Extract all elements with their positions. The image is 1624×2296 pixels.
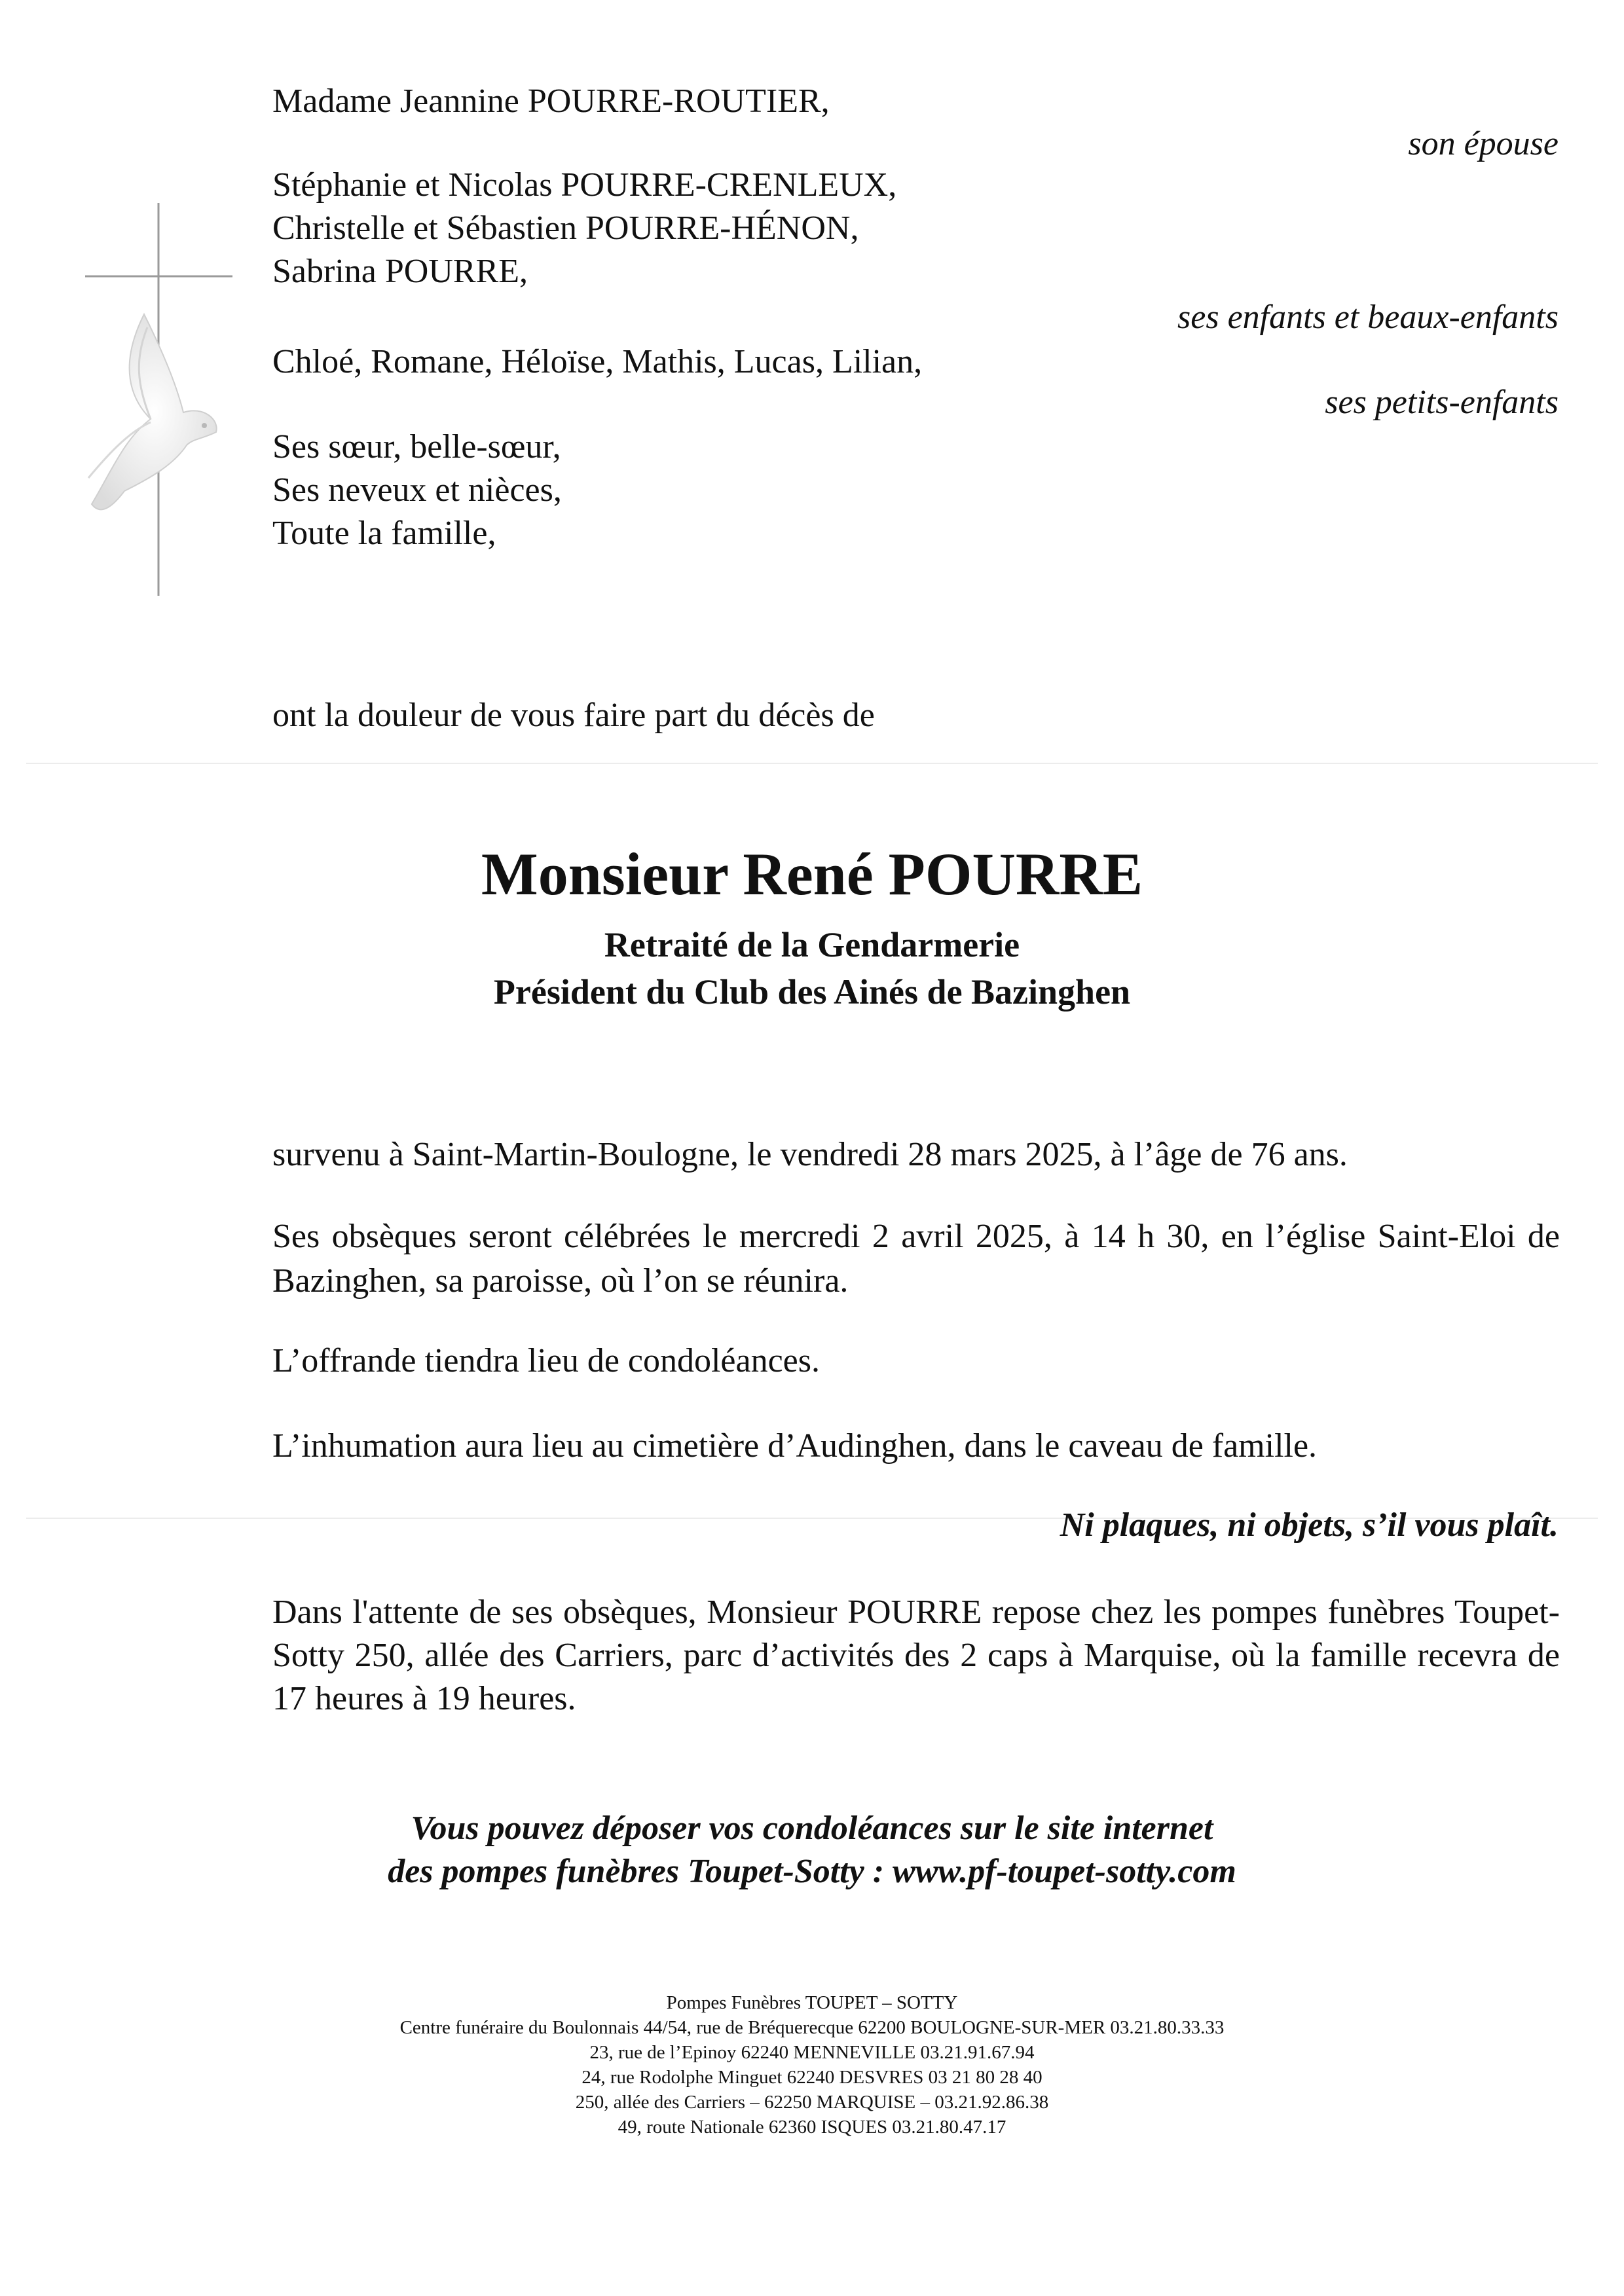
dove-icon (52, 308, 236, 524)
death-details: survenu à Saint-Martin-Boulogne, le vendredi 28 mars 2025, à l’âge de 76 ans. (272, 1136, 1348, 1173)
child-line: Christelle et Sébastien POURRE-HÉNON, (272, 210, 859, 247)
grandchildren: Chloé, Romane, Héloïse, Mathis, Lucas, Lilian, (272, 343, 923, 380)
footer-address: 23, rue de l’Epinoy 62240 MENNEVILLE 03.21.91.67.94 (589, 2042, 1035, 2063)
spouse-role: son épouse (1408, 125, 1559, 162)
offering-note: L’offrande tiendra lieu de condoléances. (272, 1342, 820, 1379)
rest-details: Dans l'attente de ses obsèques, Monsieur POURRE repose chez les pompes funèbres Toupet-Sotty 250, allée des Carriers, parc d’activités des 2 caps à Marquise, où la famille recevra de 17 heures à 19 heures. (272, 1594, 1560, 1717)
children-role: ses enfants et beaux-enfants (1177, 299, 1559, 336)
footer-company: Pompes Funèbres TOUPET – SOTTY (666, 1992, 958, 2013)
footer-address: 24, rue Rodolphe Minguet 62240 DESVRES 03 21 80 28 40 (581, 2067, 1043, 2088)
grandchildren-role: ses petits-enfants (1325, 384, 1559, 421)
child-line: Sabrina POURRE, (272, 253, 528, 290)
relative-line: Ses sœur, belle-sœur, (272, 428, 561, 465)
footer-address: Centre funéraire du Boulonnais 44/54, rue de Bréquerecque 62200 BOULOGNE-SUR-MER 03.21.80.33.33 (399, 2017, 1225, 2038)
condolences-line-2: des pompes funèbres Toupet-Sotty : www.pf-toupet-sotty.com (388, 1853, 1236, 1890)
spouse-name: Madame Jeannine POURRE-ROUTIER, (272, 82, 830, 120)
child-line: Stéphanie et Nicolas POURRE-CRENLEUX, (272, 166, 897, 204)
relative-line: Toute la famille, (272, 515, 496, 552)
deceased-title-1: Retraité de la Gendarmerie (604, 925, 1020, 964)
footer-address: 250, allée des Carriers – 62250 MARQUISE – 03.21.92.86.38 (575, 2092, 1049, 2113)
burial-details: L’inhumation aura lieu au cimetière d’Audinghen, dans le caveau de famille. (272, 1427, 1318, 1465)
deceased-title-2: Président du Club des Ainés de Bazinghen (493, 972, 1131, 1011)
no-plaques-note: Ni plaques, ni objets, s’il vous plaît. (1060, 1506, 1559, 1544)
divider (26, 763, 1598, 764)
announcement: ont la douleur de vous faire part du décès de (272, 697, 875, 734)
funeral-details: Ses obsèques seront célébrées le mercredi 2 avril 2025, à 14 h 30, en l’église Saint-Eloi de Bazinghen, sa paroisse, où l’on se réunira. (272, 1218, 1560, 1300)
children-list (272, 164, 896, 293)
condolences-line-1: Vous pouvez déposer vos condoléances sur le site internet (411, 1810, 1213, 1847)
relative-line: Ses neveux et nièces, (272, 471, 562, 509)
relatives-list (272, 426, 562, 555)
deceased-name: Monsieur René POURRE (481, 841, 1143, 907)
footer-address: 49, route Nationale 62360 ISQUES 03.21.80.47.17 (618, 2117, 1006, 2138)
